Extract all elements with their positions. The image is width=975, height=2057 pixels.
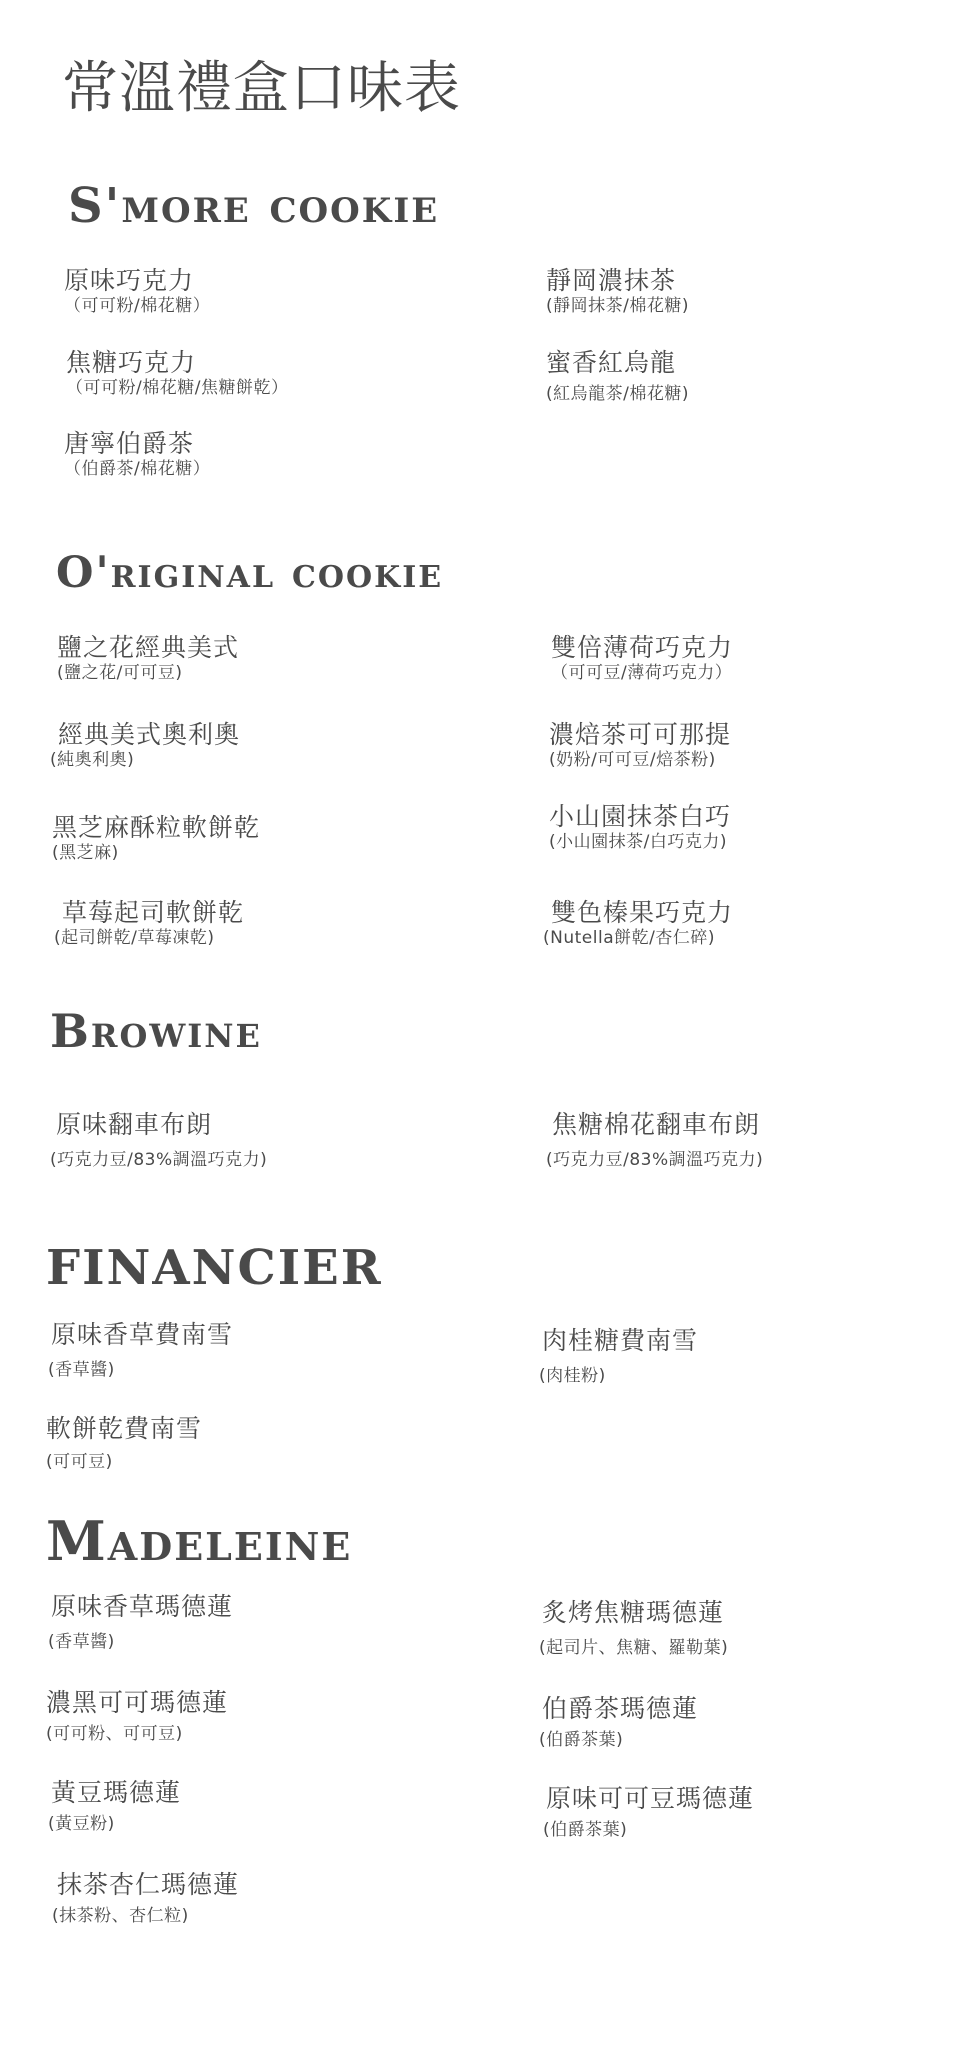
menu-item — [551, 633, 733, 683]
menu-item — [543, 898, 733, 948]
item-desc: （可可豆/薄荷巧克力） — [551, 663, 733, 683]
item-name: 黃豆瑪德蓮 — [51, 1778, 182, 1807]
item-desc: (香草醬) — [48, 1360, 115, 1380]
item-desc: (黑芝麻) — [52, 843, 119, 863]
item-name: 炙烤焦糖瑪德蓮 — [542, 1598, 725, 1627]
menu-item — [539, 1694, 698, 1750]
item-name: 草莓起司軟餅乾 — [62, 898, 245, 927]
item-desc: (伯爵茶葉) — [543, 1820, 628, 1840]
menu-item — [549, 802, 731, 852]
menu-item — [48, 1592, 233, 1652]
item-name: 抹茶杏仁瑪德蓮 — [57, 1870, 240, 1899]
menu-item — [50, 1110, 267, 1170]
item-name: 黑芝麻酥粒軟餅乾 — [52, 813, 261, 842]
item-name: 靜岡濃抹茶 — [546, 266, 677, 295]
menu-item — [50, 720, 240, 770]
menu-item — [549, 720, 731, 770]
item-name: 蜜香紅烏龍 — [546, 348, 677, 377]
item-name: 原味香草瑪德蓮 — [51, 1592, 234, 1621]
menu-item — [546, 1110, 763, 1170]
menu-item — [48, 1778, 181, 1834]
menu-item — [52, 813, 260, 863]
item-name: 經典美式奧利奧 — [58, 720, 241, 749]
item-name: 肉桂糖費南雪 — [542, 1326, 699, 1355]
item-desc: (起司餅乾/草莓凍乾) — [54, 928, 215, 948]
item-desc: (黃豆粉) — [48, 1814, 115, 1834]
menu-item — [46, 1688, 228, 1744]
menu-item — [66, 348, 288, 398]
item-name: 伯爵茶瑪德蓮 — [542, 1694, 699, 1723]
item-desc: (可可粉、可可豆) — [46, 1724, 183, 1744]
page-title: 常溫禮盒口味表 — [62, 56, 461, 121]
item-desc: (Nutella餅乾/杏仁碎) — [543, 928, 715, 948]
item-desc: (抹茶粉、杏仁粒) — [52, 1906, 189, 1926]
item-name: 濃焙茶可可那提 — [549, 720, 732, 749]
section-title-madeleine: Madeleine — [46, 1509, 353, 1573]
menu-item — [48, 1320, 233, 1380]
menu-item — [546, 266, 689, 316]
item-name: 原味巧克力 — [64, 266, 195, 295]
item-desc: （可可粉/棉花糖） — [64, 296, 211, 316]
menu-item — [52, 1870, 239, 1926]
item-name: 唐寧伯爵茶 — [64, 429, 195, 458]
item-name: 濃黑可可瑪德蓮 — [46, 1688, 229, 1717]
menu-item — [54, 898, 244, 948]
item-desc: (巧克力豆/83%調溫巧克力) — [546, 1150, 764, 1170]
item-name: 原味可可豆瑪德蓮 — [546, 1784, 755, 1813]
item-desc: (純奧利奧) — [50, 750, 135, 770]
menu-item — [539, 1326, 698, 1386]
item-name: 原味翻車布朗 — [56, 1110, 213, 1139]
section-title-browine: Browine — [50, 1004, 262, 1058]
item-desc: (靜岡抹茶/棉花糖) — [546, 296, 689, 316]
item-name: 焦糖巧克力 — [66, 348, 197, 377]
item-desc: (肉桂粉) — [539, 1366, 606, 1386]
item-desc: (香草醬) — [48, 1632, 115, 1652]
menu-item — [64, 266, 210, 316]
item-desc: （伯爵茶/棉花糖） — [64, 459, 211, 479]
item-desc: (鹽之花/可可豆) — [57, 663, 183, 683]
item-desc: (伯爵茶葉) — [539, 1730, 624, 1750]
item-desc: (巧克力豆/83%調溫巧克力) — [50, 1150, 268, 1170]
menu-item — [543, 1784, 754, 1840]
item-name: 雙色榛果巧克力 — [551, 898, 734, 927]
item-desc: (可可豆) — [46, 1452, 113, 1472]
item-name: 鹽之花經典美式 — [57, 633, 240, 662]
section-title-financier: FINANCIER — [46, 1240, 383, 1296]
menu-item — [539, 1598, 728, 1658]
item-name: 軟餅乾費南雪 — [46, 1414, 203, 1443]
menu-item — [546, 348, 689, 404]
menu-item — [46, 1414, 202, 1472]
item-name: 焦糖棉花翻車布朗 — [552, 1110, 761, 1139]
item-desc: (小山園抹茶/白巧克力) — [549, 832, 727, 852]
item-desc: （可可粉/棉花糖/焦糖餅乾） — [66, 378, 289, 398]
item-name: 雙倍薄荷巧克力 — [551, 633, 734, 662]
section-title-original-cookie: O'riginal cookie — [56, 548, 444, 598]
menu-item — [64, 429, 210, 479]
item-name: 小山園抹茶白巧 — [549, 802, 732, 831]
item-desc: (奶粉/可可豆/焙茶粉) — [549, 750, 716, 770]
section-title-smore-cookie: S'more cookie — [68, 178, 440, 234]
item-desc: (起司片、焦糖、羅勒葉) — [539, 1638, 729, 1658]
menu-item — [57, 633, 239, 683]
item-desc: (紅烏龍茶/棉花糖) — [546, 384, 689, 404]
item-name: 原味香草費南雪 — [51, 1320, 234, 1349]
